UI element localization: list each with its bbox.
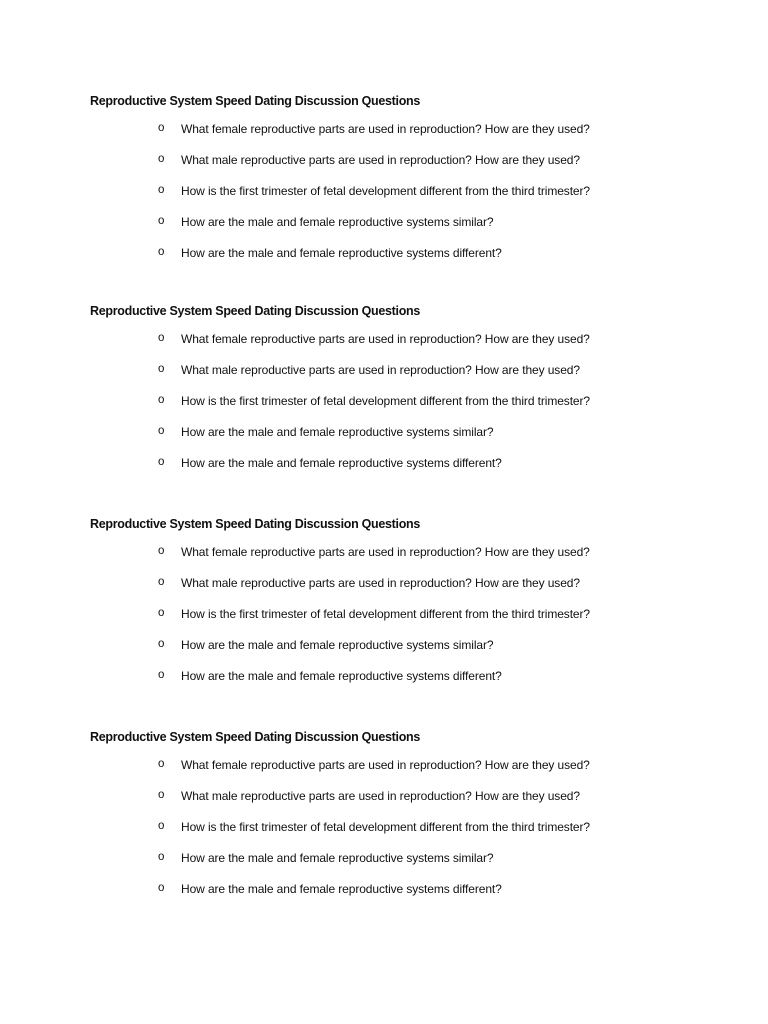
question-list: [0, 758, 768, 913]
question-text: How is the first trimester of fetal development different from the third trimester?: [181, 607, 590, 621]
question-text: What female reproductive parts are used in reproduction? How are they used?: [181, 545, 590, 559]
list-item: [0, 576, 768, 607]
bullet-icon: o: [158, 425, 165, 437]
bullet-icon: o: [158, 122, 165, 134]
section-title: Reproductive System Speed Dating Discussion Questions: [90, 94, 421, 108]
question-list: [0, 332, 768, 487]
question-text: What male reproductive parts are used in reproduction? How are they used?: [181, 153, 580, 167]
question-text: How are the male and female reproductive systems different?: [181, 456, 502, 470]
question-text: What male reproductive parts are used in reproduction? How are they used?: [181, 363, 580, 377]
question-text: What male reproductive parts are used in reproduction? How are they used?: [181, 576, 580, 590]
question-text: How is the first trimester of fetal development different from the third trimester?: [181, 394, 590, 408]
list-item: [0, 153, 768, 184]
bullet-icon: o: [158, 669, 165, 681]
list-item: [0, 789, 768, 820]
bullet-icon: o: [158, 820, 165, 832]
question-text: How are the male and female reproductive systems similar?: [181, 425, 494, 439]
question-text: What female reproductive parts are used in reproduction? How are they used?: [181, 758, 590, 772]
list-item: [0, 394, 768, 425]
section-title: Reproductive System Speed Dating Discussion Questions: [90, 304, 421, 318]
bullet-icon: o: [158, 456, 165, 468]
list-item: [0, 456, 768, 487]
question-text: How is the first trimester of fetal development different from the third trimester?: [181, 820, 590, 834]
bullet-icon: o: [158, 758, 165, 770]
list-item: [0, 669, 768, 700]
section-title: Reproductive System Speed Dating Discussion Questions: [90, 730, 421, 744]
question-text: How are the male and female reproductive systems different?: [181, 246, 502, 260]
section-title: Reproductive System Speed Dating Discussion Questions: [90, 517, 421, 531]
question-text: How are the male and female reproductive systems similar?: [181, 638, 494, 652]
question-text: How are the male and female reproductive systems different?: [181, 882, 502, 896]
bullet-icon: o: [158, 215, 165, 227]
list-item: [0, 184, 768, 215]
bullet-icon: o: [158, 394, 165, 406]
bullet-icon: o: [158, 153, 165, 165]
list-item: [0, 882, 768, 913]
list-item: [0, 851, 768, 882]
list-item: [0, 758, 768, 789]
question-text: How are the male and female reproductive systems different?: [181, 669, 502, 683]
question-text: What female reproductive parts are used in reproduction? How are they used?: [181, 122, 590, 136]
question-text: How are the male and female reproductive systems similar?: [181, 215, 494, 229]
list-item: [0, 332, 768, 363]
bullet-icon: o: [158, 789, 165, 801]
bullet-icon: o: [158, 638, 165, 650]
list-item: [0, 545, 768, 576]
bullet-icon: o: [158, 607, 165, 619]
bullet-icon: o: [158, 576, 165, 588]
bullet-icon: o: [158, 545, 165, 557]
question-text: How are the male and female reproductive systems similar?: [181, 851, 494, 865]
question-list: [0, 545, 768, 700]
list-item: [0, 122, 768, 153]
list-item: [0, 607, 768, 638]
list-item: [0, 425, 768, 456]
bullet-icon: o: [158, 332, 165, 344]
bullet-icon: o: [158, 882, 165, 894]
list-item: [0, 363, 768, 394]
bullet-icon: o: [158, 363, 165, 375]
bullet-icon: o: [158, 246, 165, 258]
question-text: What male reproductive parts are used in reproduction? How are they used?: [181, 789, 580, 803]
list-item: [0, 638, 768, 669]
question-list: [0, 122, 768, 277]
list-item: [0, 215, 768, 246]
bullet-icon: o: [158, 184, 165, 196]
bullet-icon: o: [158, 851, 165, 863]
question-text: What female reproductive parts are used in reproduction? How are they used?: [181, 332, 590, 346]
list-item: [0, 246, 768, 277]
question-text: How is the first trimester of fetal development different from the third trimester?: [181, 184, 590, 198]
list-item: [0, 820, 768, 851]
